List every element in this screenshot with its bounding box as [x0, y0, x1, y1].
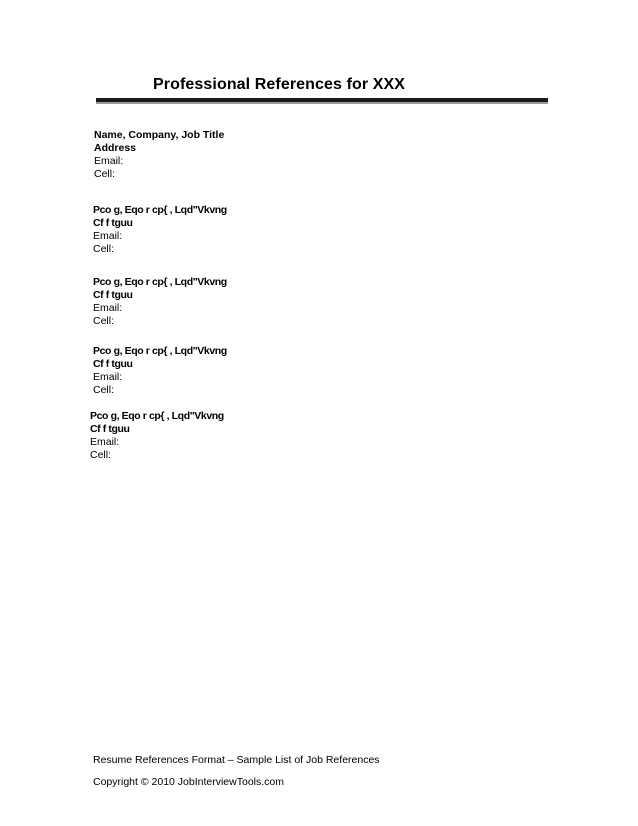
- reference-entry: [93, 345, 227, 397]
- reference-cell-label: Cell:: [93, 243, 115, 255]
- reference-entry: [90, 410, 224, 462]
- reference-address-line: Cf f tguu: [93, 217, 133, 229]
- reference-address-line: Address: [94, 142, 137, 154]
- reference-address-line: Cf f tguu: [90, 423, 130, 435]
- reference-email-label: Email:: [93, 371, 123, 383]
- reference-name-line: Name, Company, Job Title: [94, 129, 225, 141]
- reference-entry: [93, 276, 227, 328]
- reference-address-line: Cf f tguu: [93, 289, 133, 301]
- reference-email-label: Email:: [90, 436, 120, 448]
- reference-name-line: Pco g, Eqo r cp{ , Lqd"Vkvng: [93, 345, 227, 357]
- footer-copyright-line: Copyright © 2010 JobInterviewTools.com: [93, 776, 284, 788]
- reference-name-line: Pco g, Eqo r cp{ , Lqd"Vkvng: [93, 204, 227, 216]
- reference-cell-label: Cell:: [93, 384, 115, 396]
- reference-address-line: Cf f tguu: [93, 358, 133, 370]
- reference-cell-label: Cell:: [94, 168, 116, 180]
- reference-entry: [93, 204, 227, 256]
- reference-name-line: Pco g, Eqo r cp{ , Lqd"Vkvng: [93, 276, 227, 288]
- page-title: Professional References for XXX: [153, 76, 406, 93]
- reference-email-label: Email:: [94, 155, 124, 167]
- reference-email-label: Email:: [93, 230, 123, 242]
- footer-format-line: Resume References Format – Sample List of Job References: [93, 754, 380, 766]
- reference-cell-label: Cell:: [93, 315, 115, 327]
- reference-email-label: Email:: [93, 302, 123, 314]
- reference-entry: [94, 129, 224, 181]
- reference-name-line: Pco g, Eqo r cp{ , Lqd"Vkvng: [90, 410, 224, 422]
- reference-cell-label: Cell:: [90, 449, 112, 461]
- title-divider-shadow: [96, 102, 548, 104]
